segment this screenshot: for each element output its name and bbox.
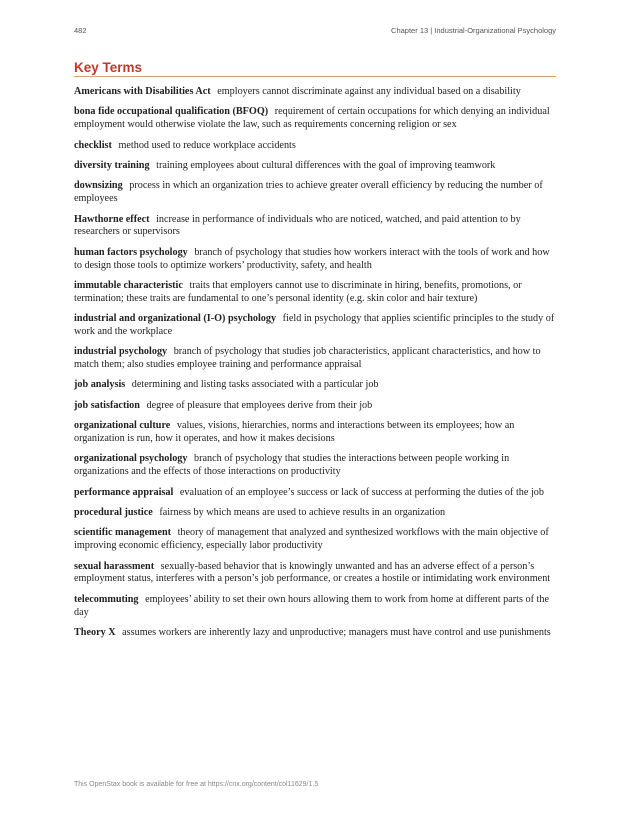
term-name: industrial and organizational (I-O) psychology xyxy=(74,313,277,325)
term-entry xyxy=(74,86,556,99)
term-name: Theory X xyxy=(74,626,116,638)
term-entry xyxy=(74,420,556,446)
term-entry xyxy=(74,400,556,413)
term-definition: method used to reduce workplace accidents xyxy=(118,139,296,151)
term-definition: fairness by which means are used to achieve results in an organization xyxy=(159,507,446,519)
term-name: performance appraisal xyxy=(74,486,174,498)
term-name: job satisfaction xyxy=(74,399,140,411)
term-definition: field in psychology that applies scientific principles to the study of work and the workplace xyxy=(74,313,555,337)
term-definition: employees’ ability to set their own hours allowing them to work from home at different parts of the day xyxy=(74,593,549,618)
term-definition: branch of psychology that studies how workers interact with the tools of work and how to design those tools to optimize workers’ productivity, safety, and health xyxy=(74,246,550,271)
term-definition: traits that employers cannot use to discriminate in hiring, benefits, promotions, or termination; these traits are fundamental to one’s personal identity (e.g. skin color and hair texture) xyxy=(74,279,522,304)
term-entry xyxy=(74,280,556,306)
term-name: organizational culture xyxy=(74,420,171,432)
page-number: 482 xyxy=(74,26,87,35)
term-name: downsizing xyxy=(74,180,123,192)
running-header: Chapter 13 | Industrial-Organizational Psychology xyxy=(391,26,556,35)
term-name: organizational psychology xyxy=(74,453,188,465)
section-title: Key Terms xyxy=(74,60,556,77)
term-name: Americans with Disabilities Act xyxy=(74,86,211,97)
term-name: diversity training xyxy=(74,159,150,171)
term-entry xyxy=(74,627,556,640)
term-name: procedural justice xyxy=(74,507,153,519)
term-name: human factors psychology xyxy=(74,246,188,258)
term-name: sexual harassment xyxy=(74,560,155,572)
term-definition: evaluation of an employee’s success or lack of success at performing the duties of the job xyxy=(179,486,544,498)
term-entry xyxy=(74,180,556,206)
term-entry xyxy=(74,487,556,500)
term-entry xyxy=(74,247,556,273)
term-definition: branch of psychology that studies job characteristics, applicant characteristics, and how to match them; also studies employee training and performance appraisal xyxy=(74,346,541,371)
term-definition: assumes workers are inherently lazy and unproductive; managers must have control and use punishments xyxy=(122,626,551,638)
term-name: job analysis xyxy=(74,379,126,391)
term-entry xyxy=(74,160,556,173)
term-definition: degree of pleasure that employees derive from their job xyxy=(146,399,373,411)
term-entry xyxy=(74,527,556,553)
term-entry xyxy=(74,140,556,153)
term-name: Hawthorne effect xyxy=(74,213,150,225)
term-name: telecommuting xyxy=(74,593,139,605)
term-entry xyxy=(74,594,556,620)
term-name: industrial psychology xyxy=(74,346,168,358)
term-entry xyxy=(74,214,556,240)
term-definition: sexually-based behavior that is knowingly unwanted and has an adverse effect of a person’s employment status, interferes with a person’s job performance, or creates a hostile or intimidating work environment xyxy=(74,560,551,585)
term-definition: training employees about cultural differences with the goal of improving teamwork xyxy=(156,159,496,171)
term-definition: process in which an organization tries to achieve greater overall efficiency by reducing the number of employees xyxy=(74,180,543,205)
term-entry xyxy=(74,453,556,479)
term-entry xyxy=(74,106,556,132)
key-terms-list xyxy=(74,86,556,647)
term-definition: determining and listing tasks associated with a particular job xyxy=(131,379,379,391)
term-entry xyxy=(74,313,556,339)
term-name: bona fide occupational qualification (BFOQ) xyxy=(74,106,269,118)
term-entry xyxy=(74,346,556,372)
footer-note: This OpenStax book is available for free at https://cnx.org/content/col11629/1.5 xyxy=(74,781,319,788)
term-definition: increase in performance of individuals who are noticed, watched, and paid attention to by researchers or supervisors xyxy=(74,213,521,238)
term-definition: values, visions, hierarchies, norms and interactions between its employees; how an organization is run, how it operates, and how it makes decisions xyxy=(74,420,515,445)
term-definition: employers cannot discriminate against any individual based on a disability xyxy=(217,86,521,97)
term-entry xyxy=(74,379,556,392)
term-entry xyxy=(74,561,556,587)
term-name: checklist xyxy=(74,139,112,151)
term-definition: theory of management that analyzed and synthesized workflows with the main objective of improving economic efficiency, especially labor productivity xyxy=(74,527,549,552)
term-definition: requirement of certain occupations for which denying an individual employment would otherwise violate the law, such as requirements concerning religion or sex xyxy=(74,106,550,131)
term-entry xyxy=(74,507,556,520)
term-name: immutable characteristic xyxy=(74,279,183,291)
term-name: scientific management xyxy=(74,527,172,539)
term-definition: branch of psychology that studies the interactions between people working in organizations and the effects of those interactions on productivity xyxy=(74,453,510,478)
